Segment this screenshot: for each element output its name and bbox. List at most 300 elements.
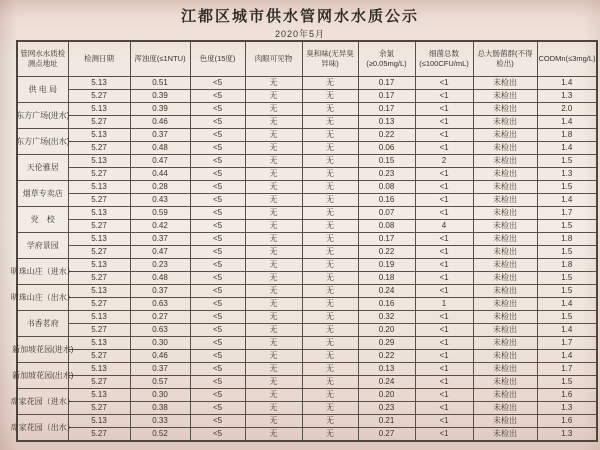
table-row xyxy=(17,311,597,324)
data-cell: 无 xyxy=(302,415,358,428)
data-cell: 1.3 xyxy=(537,402,597,415)
data-cell: 无 xyxy=(302,168,358,181)
data-cell: 无 xyxy=(302,259,358,272)
data-cell: <1 xyxy=(415,233,473,246)
data-cell: 0.30 xyxy=(130,389,190,402)
data-cell: 1.6 xyxy=(537,389,597,402)
location-name: 烟草专卖店 xyxy=(22,188,63,198)
table-row xyxy=(17,389,597,402)
table-row xyxy=(17,272,597,285)
location-name: 天伦雅居 xyxy=(26,162,59,172)
location-name: 新加坡花园(进水) xyxy=(12,344,74,354)
data-cell: 5.27 xyxy=(68,142,130,155)
data-cell: <5 xyxy=(190,116,245,129)
data-cell: 未检出 xyxy=(473,220,537,233)
data-cell: 0.08 xyxy=(358,181,415,194)
data-cell: <5 xyxy=(190,220,245,233)
data-cell: 无 xyxy=(245,376,302,389)
data-cell: 5.27 xyxy=(68,376,130,389)
data-cell: 0.22 xyxy=(358,246,415,259)
data-cell: 1.8 xyxy=(537,233,597,246)
data-cell: 0.48 xyxy=(130,142,190,155)
data-cell: 0.37 xyxy=(130,285,190,298)
table-row xyxy=(17,233,597,246)
data-cell: <1 xyxy=(415,389,473,402)
table-row xyxy=(17,77,597,90)
data-cell: 无 xyxy=(245,90,302,103)
column-header: 管网水水质检测点地址 xyxy=(17,41,68,77)
data-cell: 无 xyxy=(302,77,358,90)
data-cell: <5 xyxy=(190,90,245,103)
data-cell: 0.24 xyxy=(358,376,415,389)
data-cell: 1.4 xyxy=(537,298,597,311)
data-cell: 未检出 xyxy=(473,259,537,272)
data-cell: 1.5 xyxy=(537,285,597,298)
data-cell: 0.47 xyxy=(130,246,190,259)
table-row xyxy=(17,155,597,168)
data-cell: 0.28 xyxy=(130,181,190,194)
data-cell: 0.47 xyxy=(130,155,190,168)
data-cell: 无 xyxy=(245,233,302,246)
data-cell: <5 xyxy=(190,181,245,194)
table-row xyxy=(17,402,597,415)
location-name: 明珠山庄（出水） xyxy=(10,292,75,302)
data-cell: <5 xyxy=(190,129,245,142)
data-cell: <1 xyxy=(415,428,473,442)
data-cell: 5.27 xyxy=(68,324,130,337)
data-cell: <1 xyxy=(415,116,473,129)
data-cell: 0.17 xyxy=(358,77,415,90)
data-cell: 5.27 xyxy=(68,90,130,103)
data-cell: 1.7 xyxy=(537,363,597,376)
data-cell: 0.46 xyxy=(130,116,190,129)
data-cell: 0.39 xyxy=(130,103,190,116)
data-cell: 0.57 xyxy=(130,376,190,389)
data-cell: 5.27 xyxy=(68,272,130,285)
location-name: 党 校 xyxy=(30,214,55,224)
data-cell: 未检出 xyxy=(473,142,537,155)
data-cell: <5 xyxy=(190,350,245,363)
data-cell: 0.17 xyxy=(358,103,415,116)
data-cell: 未检出 xyxy=(473,246,537,259)
data-cell: <5 xyxy=(190,155,245,168)
location-cell xyxy=(17,77,68,103)
data-cell: 0.21 xyxy=(358,415,415,428)
location-name: 席家花园（进水） xyxy=(10,396,75,406)
data-cell: 0.63 xyxy=(130,298,190,311)
data-cell: 0.23 xyxy=(358,168,415,181)
location-cell xyxy=(12,337,74,363)
location-cell xyxy=(12,363,74,389)
data-cell: 0.22 xyxy=(358,129,415,142)
data-cell: 无 xyxy=(245,298,302,311)
data-cell: 5.13 xyxy=(68,181,130,194)
data-cell: 未检出 xyxy=(473,116,537,129)
data-cell: 5.27 xyxy=(68,220,130,233)
data-cell: 无 xyxy=(302,90,358,103)
data-cell: 无 xyxy=(302,389,358,402)
data-cell: <1 xyxy=(415,324,473,337)
data-cell: 无 xyxy=(245,259,302,272)
table-row xyxy=(17,168,597,181)
table-row xyxy=(17,142,597,155)
data-cell: <1 xyxy=(415,103,473,116)
data-cell: 0.37 xyxy=(130,363,190,376)
column-header: CODMn(≤3mg/L) xyxy=(537,41,597,77)
data-cell: 1.3 xyxy=(537,90,597,103)
data-cell: 未检出 xyxy=(473,155,537,168)
page-title: 江都区城市供水管网水水质公示 xyxy=(180,8,419,25)
data-cell: 无 xyxy=(302,194,358,207)
table-row xyxy=(17,246,597,259)
data-cell: <1 xyxy=(415,77,473,90)
data-cell: 无 xyxy=(302,155,358,168)
data-cell: 无 xyxy=(302,142,358,155)
data-cell: 1.5 xyxy=(537,220,597,233)
data-cell: <1 xyxy=(415,363,473,376)
data-cell: 5.13 xyxy=(68,233,130,246)
data-cell: 无 xyxy=(302,311,358,324)
data-cell: 0.20 xyxy=(358,389,415,402)
data-cell: 1 xyxy=(415,298,473,311)
data-cell: 1.6 xyxy=(537,415,597,428)
data-cell: 0.59 xyxy=(130,207,190,220)
data-cell: 未检出 xyxy=(473,233,537,246)
data-cell: 5.13 xyxy=(68,311,130,324)
data-cell: 0.51 xyxy=(130,77,190,90)
data-cell: <1 xyxy=(415,129,473,142)
data-cell: <5 xyxy=(190,207,245,220)
data-cell: 无 xyxy=(302,402,358,415)
data-cell: <5 xyxy=(190,415,245,428)
location-cell xyxy=(10,389,75,415)
data-cell: 0.07 xyxy=(358,207,415,220)
data-cell: 无 xyxy=(302,363,358,376)
table-row xyxy=(17,428,597,442)
data-cell: 0.13 xyxy=(358,363,415,376)
data-cell: 无 xyxy=(245,415,302,428)
data-cell: <1 xyxy=(415,285,473,298)
data-cell: 1.3 xyxy=(537,168,597,181)
data-cell: 0.42 xyxy=(130,220,190,233)
location-cell xyxy=(10,259,75,285)
data-cell: 1.4 xyxy=(537,142,597,155)
data-cell: 0.13 xyxy=(358,116,415,129)
data-cell: 0.19 xyxy=(358,259,415,272)
data-cell: <5 xyxy=(190,77,245,90)
data-cell: 0.32 xyxy=(358,311,415,324)
column-header: 肉眼可见物 xyxy=(245,41,302,77)
data-cell: 0.44 xyxy=(130,168,190,181)
data-cell: 1.3 xyxy=(537,428,597,442)
data-cell: 0.06 xyxy=(358,142,415,155)
data-cell: 0.15 xyxy=(358,155,415,168)
data-cell: 未检出 xyxy=(473,90,537,103)
data-cell: 未检出 xyxy=(473,350,537,363)
data-cell: 2 xyxy=(415,155,473,168)
column-header: 臭和味(无异臭异味) xyxy=(302,41,358,77)
table-row xyxy=(17,116,597,129)
location-name: 供 电 局 xyxy=(28,84,57,94)
data-cell: 未检出 xyxy=(473,285,537,298)
data-cell: 0.08 xyxy=(358,220,415,233)
data-cell: 无 xyxy=(245,311,302,324)
data-cell: <5 xyxy=(190,311,245,324)
data-cell: 无 xyxy=(245,103,302,116)
data-cell: 0.37 xyxy=(130,129,190,142)
data-cell: 无 xyxy=(245,181,302,194)
data-cell: 无 xyxy=(245,129,302,142)
data-cell: <5 xyxy=(190,428,245,442)
table-row xyxy=(17,90,597,103)
data-cell: 无 xyxy=(302,116,358,129)
data-cell: 1.5 xyxy=(537,376,597,389)
data-cell: 无 xyxy=(302,233,358,246)
data-cell: <1 xyxy=(415,142,473,155)
data-cell: 未检出 xyxy=(473,363,537,376)
table-row xyxy=(17,194,597,207)
table-row xyxy=(17,415,597,428)
table-row xyxy=(17,298,597,311)
data-cell: 1.8 xyxy=(537,129,597,142)
data-cell: 5.27 xyxy=(68,298,130,311)
table-row xyxy=(17,220,597,233)
data-cell: <1 xyxy=(415,207,473,220)
data-cell: <1 xyxy=(415,246,473,259)
data-cell: 0.52 xyxy=(130,428,190,442)
data-cell: 未检出 xyxy=(473,207,537,220)
column-header: 色度(15度) xyxy=(190,41,245,77)
data-cell: 无 xyxy=(245,324,302,337)
data-cell: 无 xyxy=(245,194,302,207)
table-row xyxy=(17,103,597,116)
data-cell: <5 xyxy=(190,376,245,389)
data-cell: 无 xyxy=(302,350,358,363)
data-cell: 1.7 xyxy=(537,337,597,350)
data-cell: 无 xyxy=(245,220,302,233)
data-cell: 未检出 xyxy=(473,181,537,194)
data-cell: <1 xyxy=(415,350,473,363)
table-row xyxy=(17,363,597,376)
column-header: 浑浊度(≤1NTU) xyxy=(130,41,190,77)
data-cell: 未检出 xyxy=(473,324,537,337)
data-cell: 1.4 xyxy=(537,116,597,129)
table-row xyxy=(17,376,597,389)
data-cell: 5.13 xyxy=(68,129,130,142)
data-cell: <5 xyxy=(190,103,245,116)
data-cell: 1.8 xyxy=(537,259,597,272)
data-cell: 0.23 xyxy=(358,402,415,415)
data-cell: 0.16 xyxy=(358,194,415,207)
location-name: 东方广场(进水) xyxy=(16,110,70,120)
data-cell: <5 xyxy=(190,142,245,155)
data-cell: 无 xyxy=(302,376,358,389)
data-cell: 5.13 xyxy=(68,363,130,376)
location-cell xyxy=(10,415,75,442)
location-cell xyxy=(17,311,68,337)
table-row xyxy=(17,207,597,220)
table-row xyxy=(17,259,597,272)
location-cell xyxy=(17,233,68,259)
data-cell: 无 xyxy=(302,324,358,337)
data-cell: <1 xyxy=(415,311,473,324)
data-cell: 无 xyxy=(245,402,302,415)
data-cell: 无 xyxy=(302,246,358,259)
data-cell: <1 xyxy=(415,376,473,389)
data-cell: 0.17 xyxy=(358,233,415,246)
data-cell: 未检出 xyxy=(473,168,537,181)
data-cell: 无 xyxy=(302,298,358,311)
data-cell: 5.13 xyxy=(68,103,130,116)
data-cell: 5.13 xyxy=(68,285,130,298)
table-row xyxy=(17,285,597,298)
table-header-row xyxy=(17,41,597,77)
location-cell xyxy=(10,285,75,311)
data-cell: 0.29 xyxy=(358,337,415,350)
data-cell: 1.4 xyxy=(537,194,597,207)
table-row xyxy=(17,129,597,142)
location-cell xyxy=(17,129,68,155)
table-row xyxy=(17,181,597,194)
data-cell: 无 xyxy=(245,337,302,350)
data-cell: 5.13 xyxy=(68,415,130,428)
data-cell: 未检出 xyxy=(473,337,537,350)
data-cell: <5 xyxy=(190,337,245,350)
data-cell: <1 xyxy=(415,181,473,194)
data-cell: 0.48 xyxy=(130,272,190,285)
location-cell xyxy=(17,181,68,207)
data-cell: 0.24 xyxy=(358,285,415,298)
data-cell: 0.43 xyxy=(130,194,190,207)
data-cell: 1.5 xyxy=(537,311,597,324)
data-cell: 未检出 xyxy=(473,389,537,402)
column-header: 检测日期 xyxy=(68,41,130,77)
data-cell: 5.13 xyxy=(68,207,130,220)
data-cell: 无 xyxy=(245,168,302,181)
data-cell: 无 xyxy=(302,207,358,220)
data-cell: 未检出 xyxy=(473,129,537,142)
data-cell: 无 xyxy=(302,285,358,298)
data-cell: 1.5 xyxy=(537,155,597,168)
data-cell: <5 xyxy=(190,168,245,181)
data-cell: 0.63 xyxy=(130,324,190,337)
data-cell: <5 xyxy=(190,402,245,415)
data-cell: <1 xyxy=(415,259,473,272)
data-cell: 5.27 xyxy=(68,168,130,181)
data-cell: 0.37 xyxy=(130,233,190,246)
table-row xyxy=(17,324,597,337)
data-cell: 未检出 xyxy=(473,402,537,415)
data-cell: 0.18 xyxy=(358,272,415,285)
data-cell: 0.27 xyxy=(358,428,415,442)
data-cell: 0.20 xyxy=(358,324,415,337)
data-cell: 无 xyxy=(245,77,302,90)
data-cell: 5.13 xyxy=(68,259,130,272)
data-cell: 无 xyxy=(245,350,302,363)
data-cell: 0.38 xyxy=(130,402,190,415)
location-name: 席家花园（出水） xyxy=(10,422,75,432)
data-cell: 无 xyxy=(302,337,358,350)
location-name: 东方广场(出水) xyxy=(16,136,70,146)
data-cell: 5.27 xyxy=(68,246,130,259)
data-cell: <5 xyxy=(190,285,245,298)
data-cell: <5 xyxy=(190,298,245,311)
data-cell: 5.27 xyxy=(68,194,130,207)
data-cell: 0.17 xyxy=(358,90,415,103)
data-cell: 未检出 xyxy=(473,415,537,428)
location-cell xyxy=(17,103,68,129)
data-cell: 无 xyxy=(245,207,302,220)
data-cell: 2.0 xyxy=(537,103,597,116)
data-cell: 无 xyxy=(302,220,358,233)
data-cell: <1 xyxy=(415,90,473,103)
data-cell: 1.7 xyxy=(537,207,597,220)
location-name: 新加坡花园(出水) xyxy=(12,370,74,380)
data-cell: <1 xyxy=(415,337,473,350)
data-cell: 0.39 xyxy=(130,90,190,103)
page-subtitle: 2020年5月 xyxy=(274,29,326,39)
data-cell: <1 xyxy=(415,168,473,181)
data-cell: 1.5 xyxy=(537,272,597,285)
water-quality-table xyxy=(10,40,598,442)
data-cell: 5.13 xyxy=(68,389,130,402)
data-cell: 5.27 xyxy=(68,428,130,442)
table-row xyxy=(17,337,597,350)
data-cell: 无 xyxy=(245,116,302,129)
data-cell: 1.5 xyxy=(537,246,597,259)
data-cell: 未检出 xyxy=(473,376,537,389)
data-cell: 5.13 xyxy=(68,155,130,168)
data-cell: 5.13 xyxy=(68,337,130,350)
location-cell xyxy=(17,155,68,181)
data-cell: <1 xyxy=(415,194,473,207)
data-cell: 无 xyxy=(245,389,302,402)
data-cell: <5 xyxy=(190,389,245,402)
data-cell: 0.30 xyxy=(130,337,190,350)
data-cell: 未检出 xyxy=(473,272,537,285)
data-cell: 无 xyxy=(245,428,302,442)
data-cell: 无 xyxy=(245,246,302,259)
data-cell: <5 xyxy=(190,259,245,272)
location-name: 书香茗府 xyxy=(26,318,59,328)
location-name: 明珠山庄（进水） xyxy=(10,266,75,276)
data-cell: 未检出 xyxy=(473,77,537,90)
location-name: 学府景园 xyxy=(26,240,59,250)
data-cell: 未检出 xyxy=(473,103,537,116)
column-header: 细菌总数(≤100CFU/mL) xyxy=(415,41,473,77)
data-cell: 0.23 xyxy=(130,259,190,272)
data-cell: 未检出 xyxy=(473,298,537,311)
data-cell: <5 xyxy=(190,363,245,376)
data-cell: <1 xyxy=(415,402,473,415)
data-cell: 无 xyxy=(245,285,302,298)
data-cell: 无 xyxy=(302,428,358,442)
data-cell: 无 xyxy=(302,181,358,194)
data-cell: 0.46 xyxy=(130,350,190,363)
data-cell: 未检出 xyxy=(473,311,537,324)
data-cell: 无 xyxy=(245,272,302,285)
data-cell: <5 xyxy=(190,246,245,259)
data-cell: 5.27 xyxy=(68,402,130,415)
data-cell: <5 xyxy=(190,272,245,285)
data-cell: 无 xyxy=(302,103,358,116)
data-cell: <1 xyxy=(415,415,473,428)
data-cell: 未检出 xyxy=(473,428,537,442)
data-cell: 未检出 xyxy=(473,194,537,207)
data-cell: <5 xyxy=(190,194,245,207)
data-cell: 无 xyxy=(245,363,302,376)
data-cell: 0.22 xyxy=(358,350,415,363)
